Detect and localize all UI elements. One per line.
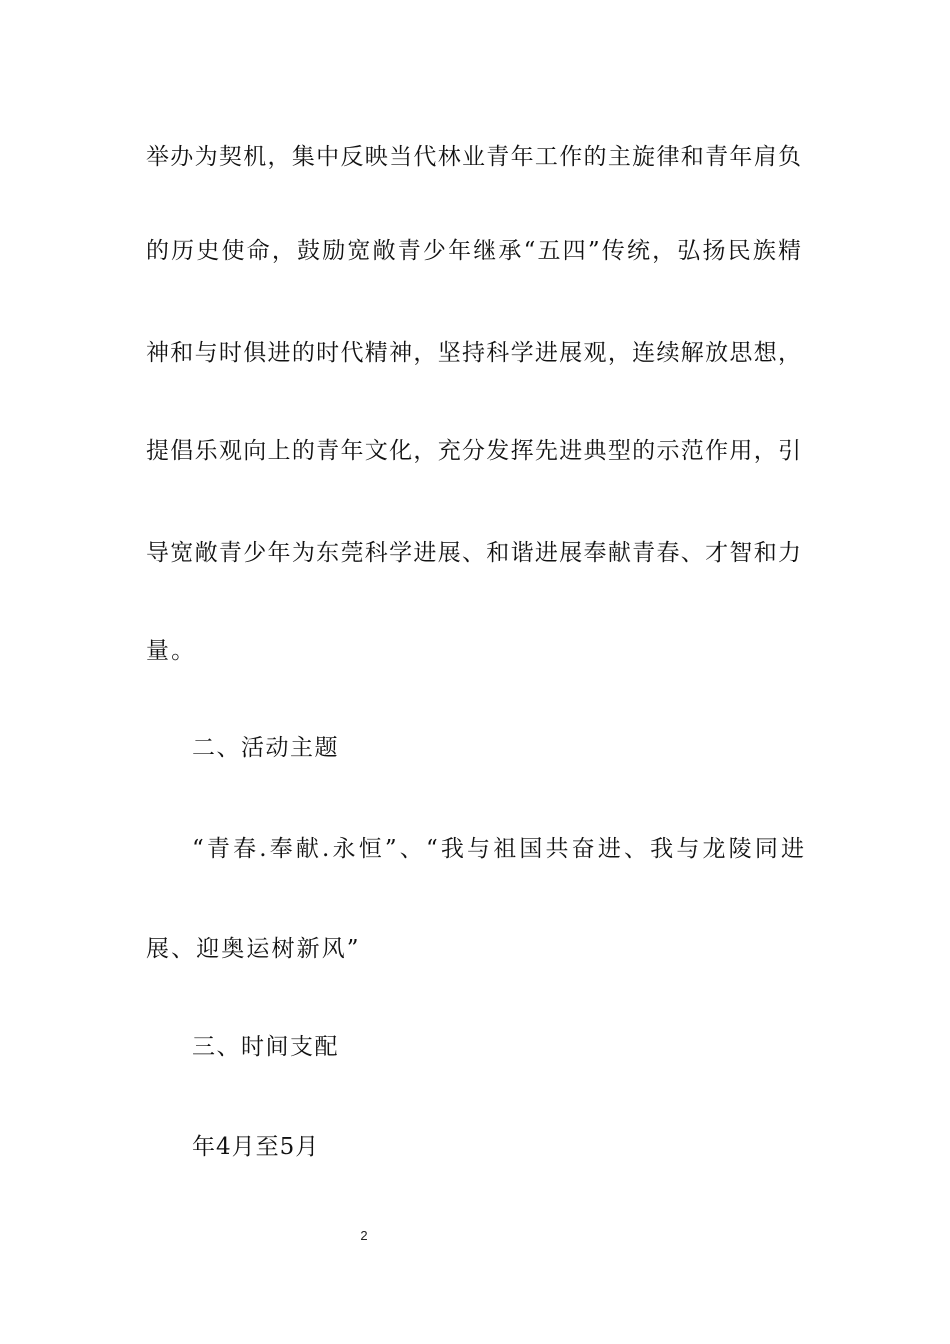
time-text: 年4月至5月 <box>192 1134 320 1160</box>
body-text-line-5: 导宽敞青少年为东莞科学进展、和谐进展奉献青春、才智和力 <box>146 540 801 566</box>
body-text-line-3: 神和与时俱进的时代精神，坚持科学进展观，连续解放思想， <box>146 340 801 366</box>
body-text-line-6: 量。 <box>146 638 197 664</box>
section-heading-time-arrangement: 三、时间支配 <box>192 1034 339 1060</box>
body-text-line-4: 提倡乐观向上的青年文化，充分发挥先进典型的示范作用，引 <box>146 438 801 464</box>
body-text-line-2: 的历史使命，鼓励宽敞青少年继承“五四”传统，弘扬民族精 <box>146 238 801 264</box>
body-text-line-1: 举办为契机，集中反映当代林业青年工作的主旋律和青年肩负 <box>146 144 801 170</box>
theme-text-line-1: “青春.奉献.永恒”、“我与祖国共奋进、我与龙陵同进 <box>192 836 804 862</box>
section-heading-activity-theme: 二、活动主题 <box>192 735 339 761</box>
page-number: 2 <box>360 1228 368 1243</box>
theme-text-line-2: 展、迎奥运树新风” <box>146 936 361 962</box>
